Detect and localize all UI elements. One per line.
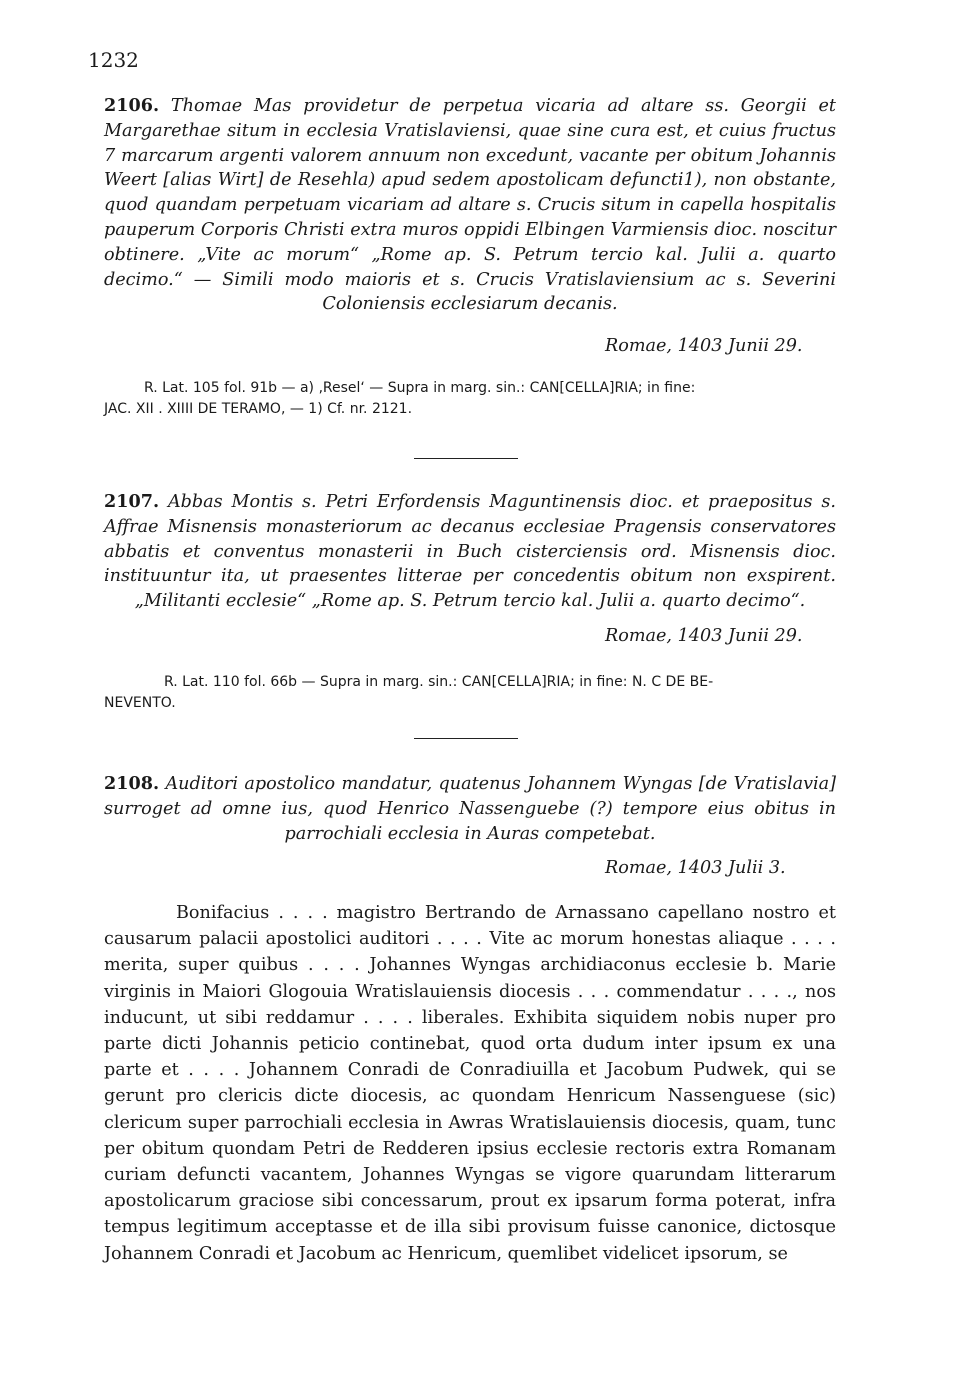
note-line: JAC. XII . XIIII DE TERAMO, — 1) Cf. nr. 2121.: [104, 401, 413, 417]
separator-rule: [414, 458, 518, 459]
separator-rule: [414, 738, 518, 739]
note-line: R. Lat. 105 fol. 91b — a) ‚Resel‘ — Supra in marg. sin.: CAN[CELLA]RIA; in fine:: [144, 380, 696, 396]
entry-2107-regest: [104, 490, 836, 614]
entry-2108-regest: [104, 772, 836, 846]
body-paragraph: Bonifacius . . . . magistro Bertrando de Arnassano capellano nostro et causarum palacii apostolici auditori . . . . Vite ac morum honestas aliaque . . . . merita, super quibus . . . . Johannes Wyngas archidiaconus ecclesie b. Marie virginis in Maiori Glogouia Wratislauiensis diocesis . . . commendatur . . . ., nos inducunt, ut sibi reddamur . . . . liberales. Exhibita siquidem nobis nuper pro parte dicti Johannis peticio continebat, quod orta dudum inter ipsum ex una parte et . . . . Johannem Conradi de Conradiuilla et Jacobum Pudwek, qui se gerunt pro clericis dicte diocesis, ac quondam Henricum Nassenguese (sic) clericum super parrochiali ecclesia in Awras Wratislauiensis diocesis, quam, tunc per obitum quondam Petri de Redderen ipsius ecclesie rectoris extra Romanam curiam defuncti vacantem, Johannes Wyngas se vigore quarundam litterarum apostolicarum graciose sibi concessarum, prout ex ipsarum forma poterat, infra tempus legitimum acceptasse et de illa sibi provisum fuisse canonice, dictosque Johannem Conradi et Jacobum ac Henricum, quemlibet videlicet ipsorum, se: [104, 903, 836, 1264]
entry-2106-date: Romae, 1403 Junii 29.: [605, 336, 803, 356]
regest-text: Abbas Montis s. Petri Erfordensis Maguntinensis dioc. et praepositus s. Affrae Misnensis monasteriorum ac decanus ecclesiae Pragensis conservatores abbatis et conventus monasterii in Buch cisterciensis ord. Misnensis dioc. instituuntur ita, ut praesentes litterae per concedentis obitum non exspirent. „Militanti ecclesie“ „Rome ap. S. Petrum tercio kal. Julii a. quarto decimo“.: [104, 492, 836, 612]
entry-2108-body: [104, 900, 836, 1267]
regest-text: Auditori apostolico mandatur, quatenus Johannem Wyngas [de Vratislavia] surroget ad omne ius, quod Henrico Nassenguebe (?) tempore eius obitus in parrochiali ecclesia in Auras competebat.: [104, 774, 836, 844]
entry-number: 2108.: [104, 773, 160, 794]
entry-2107-date: Romae, 1403 Junii 29.: [605, 626, 803, 646]
entry-number: 2107.: [104, 491, 160, 512]
entry-2108-date: Romae, 1403 Julii 3.: [605, 858, 786, 878]
page-number: 1232: [88, 48, 139, 72]
regest-text: Thomae Mas providetur de perpetua vicaria ad altare ss. Georgii et Margarethae situm in ecclesia Vratislaviensi, quae sine cura est, et cuius fructus 7 marcarum argenti valorem annuum non excedunt, vacante per obitum Johannis Weert [alias Wirt] de Resehla) apud sedem apostolicam defuncti1), non obstante, quod quandam perpetuam vicariam ad altare s. Crucis situm in capella hospitalis pauperum Corporis Christi extra muros oppidi Elbingen Varmiensis dioc. noscitur obtinere. „Vite ac morum“ „Rome ap. S. Petrum tercio kal. Julii a. quarto decimo.“ — Simili modo maioris et s. Crucis Vratislaviensium ac s. Severini Coloniensis ecclesiarum decanis.: [104, 96, 836, 315]
note-line: NEVENTO.: [104, 695, 176, 711]
entry-2106-regest: [104, 94, 836, 317]
entry-number: 2106.: [104, 95, 160, 116]
entry-2107-note: [104, 672, 836, 714]
entry-2106-note: [104, 378, 836, 420]
note-line: R. Lat. 110 fol. 66b — Supra in marg. sin.: CAN[CELLA]RIA; in fine: N. C DE BE-: [164, 674, 714, 690]
